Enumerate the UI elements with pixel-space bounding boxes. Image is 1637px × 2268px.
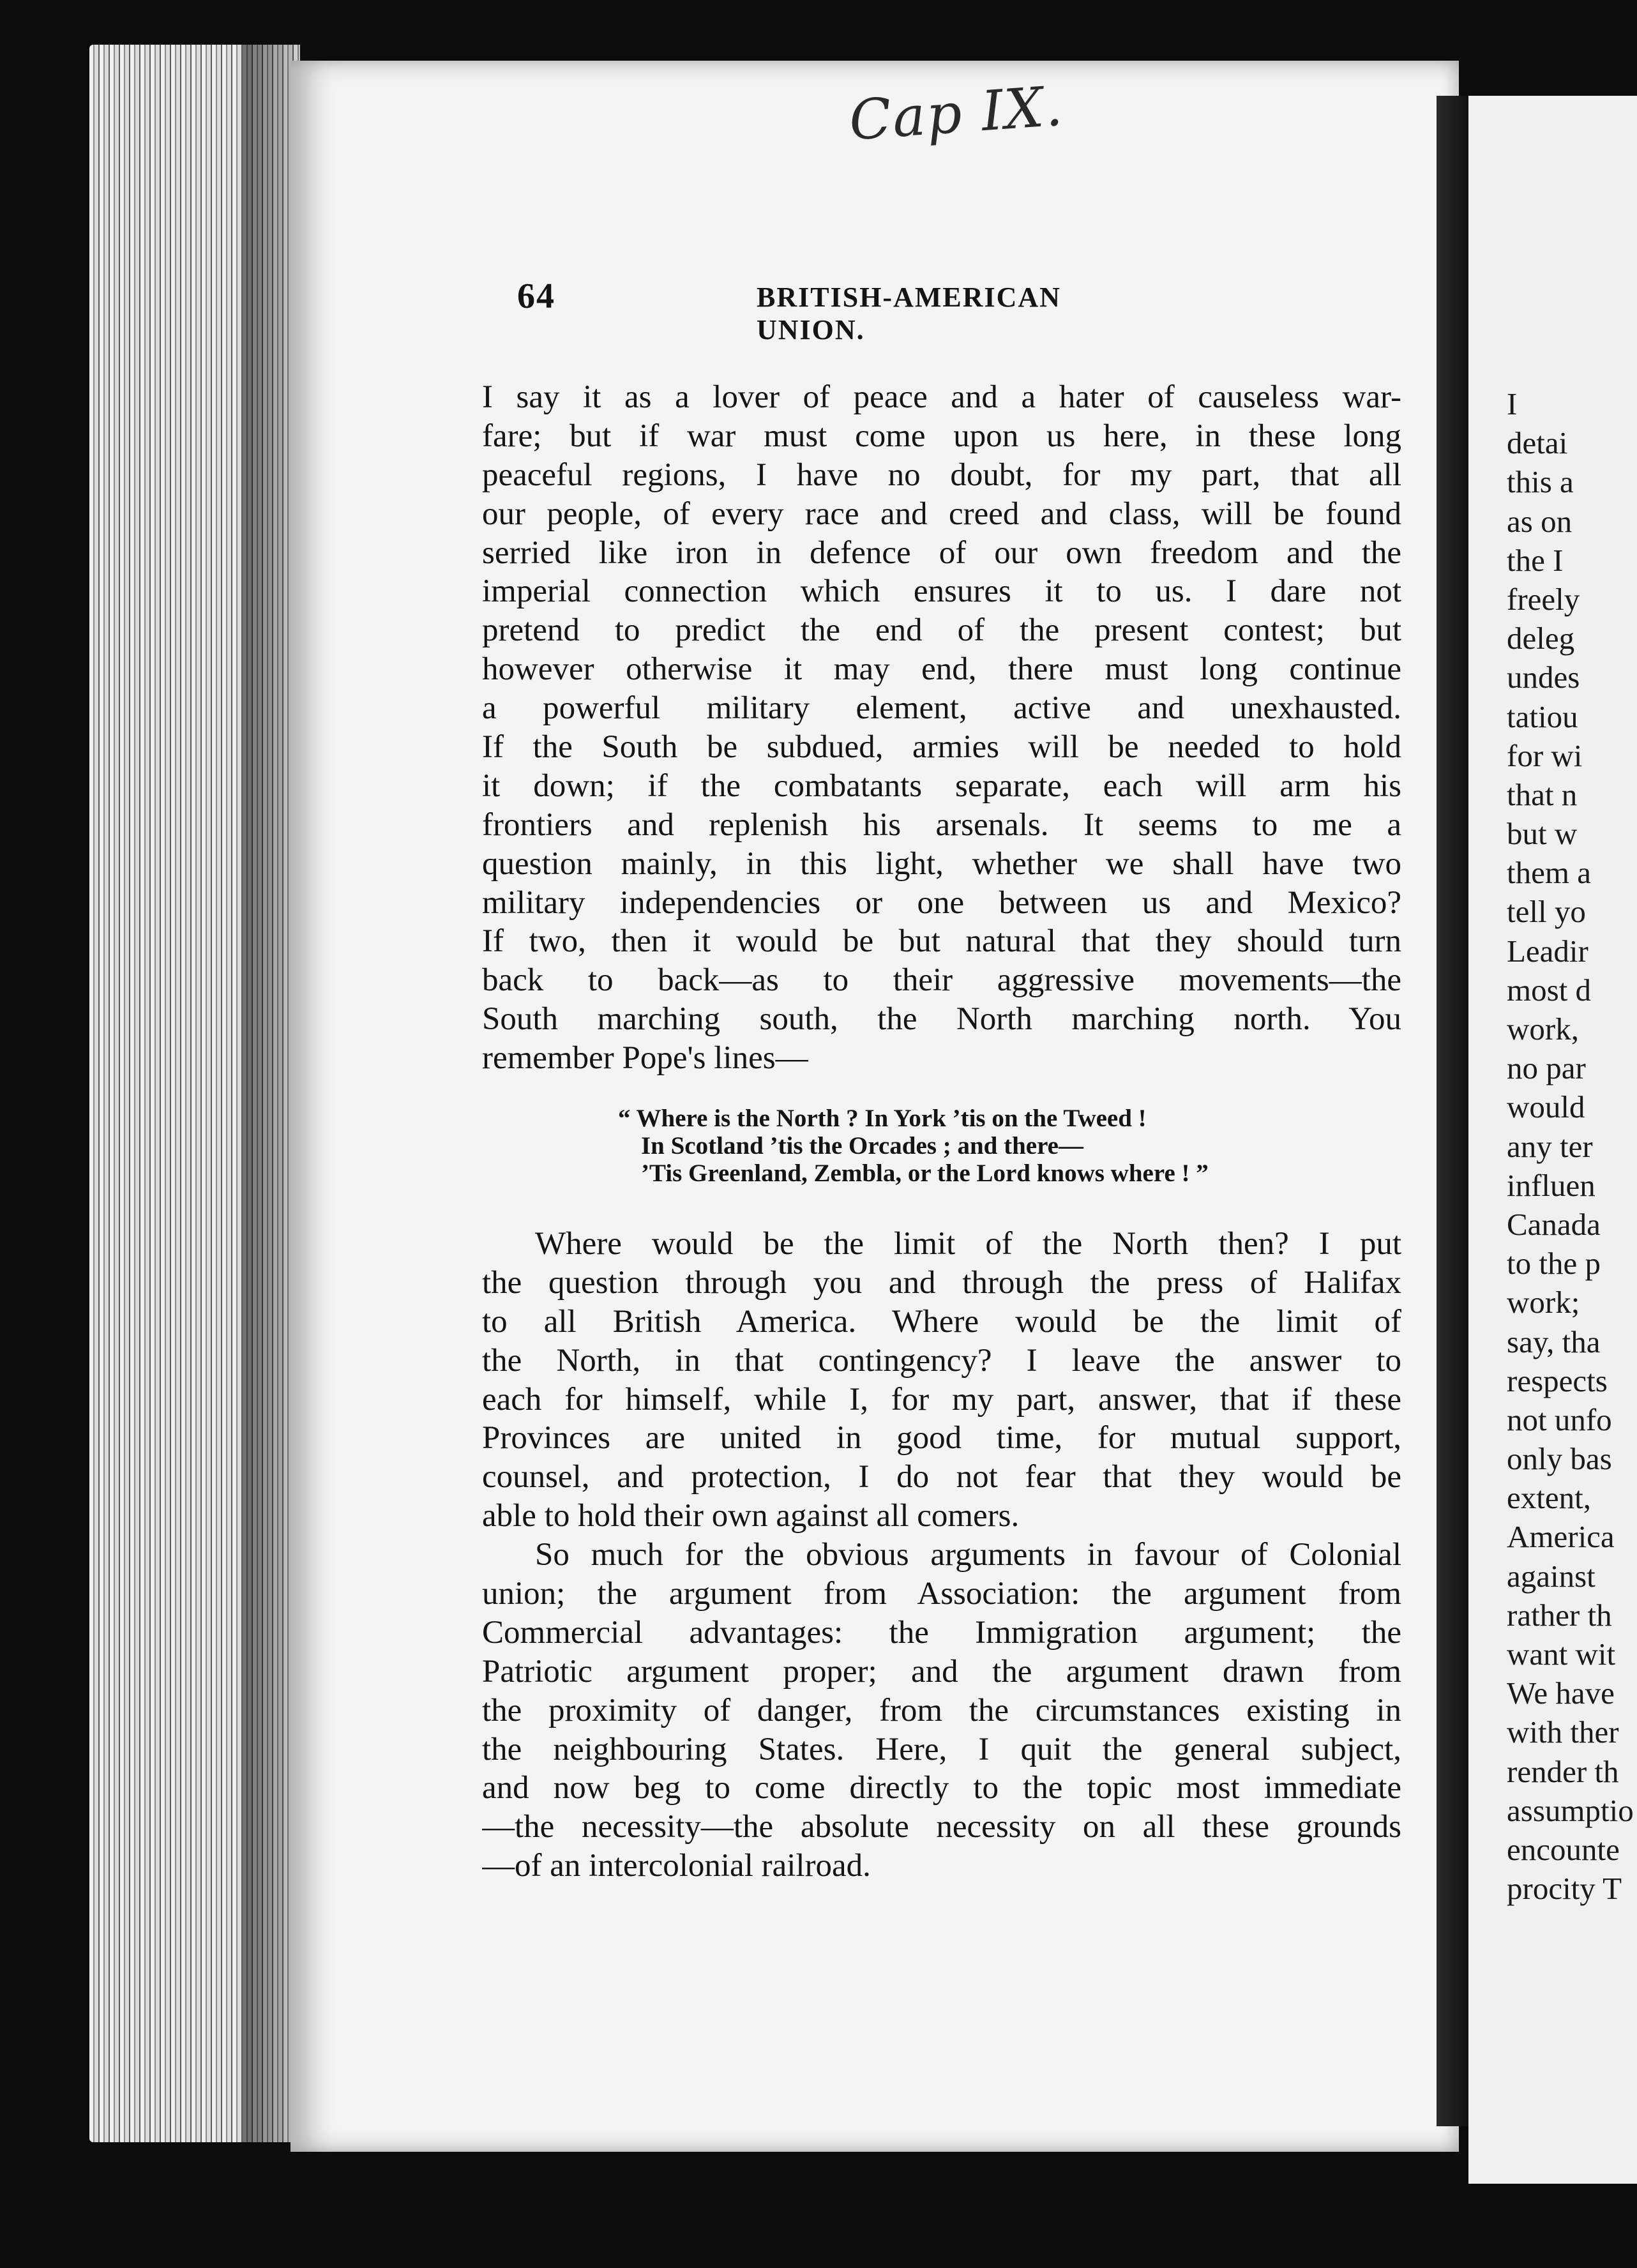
facing-page-text (1507, 384, 1634, 1908)
facing-line: for wi (1507, 737, 1583, 773)
facing-line: America (1507, 1519, 1615, 1555)
facing-line: detai (1507, 425, 1568, 461)
text-line: a powerful military element, active and unexhausted. (482, 690, 1401, 727)
text-line: the question through you and through the press of Halifax (482, 1264, 1401, 1301)
facing-line: with ther (1507, 1714, 1619, 1750)
text-line: the North, in that contingency? I leave the answer to (482, 1342, 1401, 1379)
text-line: Provinces are united in good time, for mutual support, (482, 1420, 1401, 1456)
facing-line: respects (1507, 1363, 1608, 1398)
facing-line: against (1507, 1558, 1596, 1594)
text-line: peaceful regions, I have no doubt, for my part, that all (482, 457, 1401, 493)
text-line: fare; but if war must come upon us here, in these long (482, 418, 1401, 454)
facing-line: want wit (1507, 1637, 1616, 1672)
text-line: back to back—as to their aggressive movements—the (482, 962, 1401, 999)
facing-line: but w (1507, 816, 1578, 852)
text-line: I say it as a lover of peace and a hater of causeless war- (482, 379, 1401, 415)
text-line: military independencies or one between us and Mexico? (482, 884, 1401, 921)
text-line: If two, then it would be but natural that they should turn (482, 923, 1401, 960)
text-line: South marching south, the North marching north. You (482, 1001, 1401, 1038)
text-line: however otherwise it may end, there must long continue (482, 651, 1401, 688)
text-line: —of an intercolonial railroad. (482, 1848, 871, 1884)
paragraph-1 (482, 378, 1401, 1078)
text-line: remember Pope's lines— (482, 1040, 808, 1077)
facing-line: them a (1507, 855, 1591, 891)
handwritten-annotation: Cap IX. (847, 74, 1066, 153)
facing-line: procity T (1507, 1871, 1622, 1907)
text-line: counsel, and protection, I do not fear that they would be (482, 1459, 1401, 1495)
facing-line: this a (1507, 464, 1574, 500)
text-line: Where would be the limit of the North then? I put (535, 1226, 1401, 1262)
text-line: Patriotic argument proper; and the argument drawn from (482, 1653, 1401, 1690)
facing-line: render th (1507, 1753, 1619, 1789)
paragraph-2 (482, 1225, 1401, 1886)
facing-line: to the p (1507, 1246, 1601, 1281)
running-title: BRITISH-AMERICAN UNION. (757, 282, 1061, 345)
facing-line: tatiou (1507, 699, 1578, 734)
text-line: So much for the obvious arguments in favour of Colonial (535, 1537, 1401, 1573)
text-line: it down; if the combatants separate, each will arm his (482, 767, 1401, 804)
facing-line: encounte (1507, 1831, 1620, 1867)
facing-line: influen (1507, 1167, 1596, 1203)
text-line: pretend to predict the end of the present contest; but (482, 612, 1401, 649)
facing-line: say, tha (1507, 1324, 1601, 1359)
text-line: to all British America. Where would be the limit of (482, 1303, 1401, 1340)
text-line: —the necessity—the absolute necessity on all these grounds (482, 1809, 1401, 1845)
facing-line: the I (1507, 542, 1564, 578)
facing-line: extent, (1507, 1480, 1591, 1516)
text-line: each for himself, while I, for my part, answer, that if these (482, 1381, 1401, 1418)
verse-line: “ Where is the North ? In York ’tis on the Tweed ! (618, 1105, 1147, 1132)
facing-line: work; (1507, 1285, 1580, 1320)
text-line: frontiers and replenish his arsenals. It seems to me a (482, 806, 1401, 843)
text-line: the neighbouring States. Here, I quit the general subject, (482, 1731, 1401, 1767)
text-line: question mainly, in this light, whether we shall have two (482, 845, 1401, 882)
text-line: the proximity of danger, from the circumstances existing in (482, 1692, 1401, 1728)
facing-line: Canada (1507, 1206, 1601, 1242)
facing-line: most d (1507, 972, 1592, 1008)
facing-line: that n (1507, 776, 1578, 812)
facing-line: undes (1507, 660, 1580, 695)
facing-line: Leadir (1507, 933, 1588, 969)
verse-quotation (618, 1105, 1209, 1187)
text-line: Commercial advantages: the Immigration argument; the (482, 1614, 1401, 1651)
facing-line: assumptio (1507, 1792, 1634, 1828)
text-line: our people, of every race and creed and class, will be found (482, 495, 1401, 532)
facing-line: would (1507, 1089, 1585, 1125)
facing-line: any ter (1507, 1128, 1593, 1164)
facing-line: not unfo (1507, 1402, 1612, 1437)
facing-line: no par (1507, 1050, 1586, 1086)
facing-line: freely (1507, 581, 1580, 617)
facing-page (1468, 96, 1637, 2184)
facing-line: deleg (1507, 621, 1575, 656)
page-number: 64 (517, 276, 555, 316)
facing-line: tell yo (1507, 894, 1586, 930)
text-line: and now beg to come directly to the topic most immediate (482, 1770, 1401, 1806)
text-line: imperial connection which ensures it to us. I dare not (482, 573, 1401, 610)
facing-line: I (1507, 386, 1518, 421)
text-line: able to hold their own against all comers. (482, 1498, 1020, 1534)
facing-line: only bas (1507, 1441, 1612, 1477)
facing-line: rather th (1507, 1597, 1612, 1633)
text-line: serried like iron in defence of our own freedom and the (482, 534, 1401, 571)
facing-line: We have (1507, 1675, 1615, 1711)
verse-line: In Scotland ’tis the Orcades ; and there— (641, 1132, 1083, 1160)
book-page-edges (89, 45, 300, 2142)
text-line: If the South be subdued, armies will be needed to hold (482, 729, 1401, 766)
facing-line: work, (1507, 1011, 1579, 1047)
text-line: union; the argument from Association: the argument from (482, 1576, 1401, 1612)
verse-line: ’Tis Greenland, Zembla, or the Lord knows where ! ” (641, 1160, 1209, 1187)
facing-line: as on (1507, 503, 1573, 539)
